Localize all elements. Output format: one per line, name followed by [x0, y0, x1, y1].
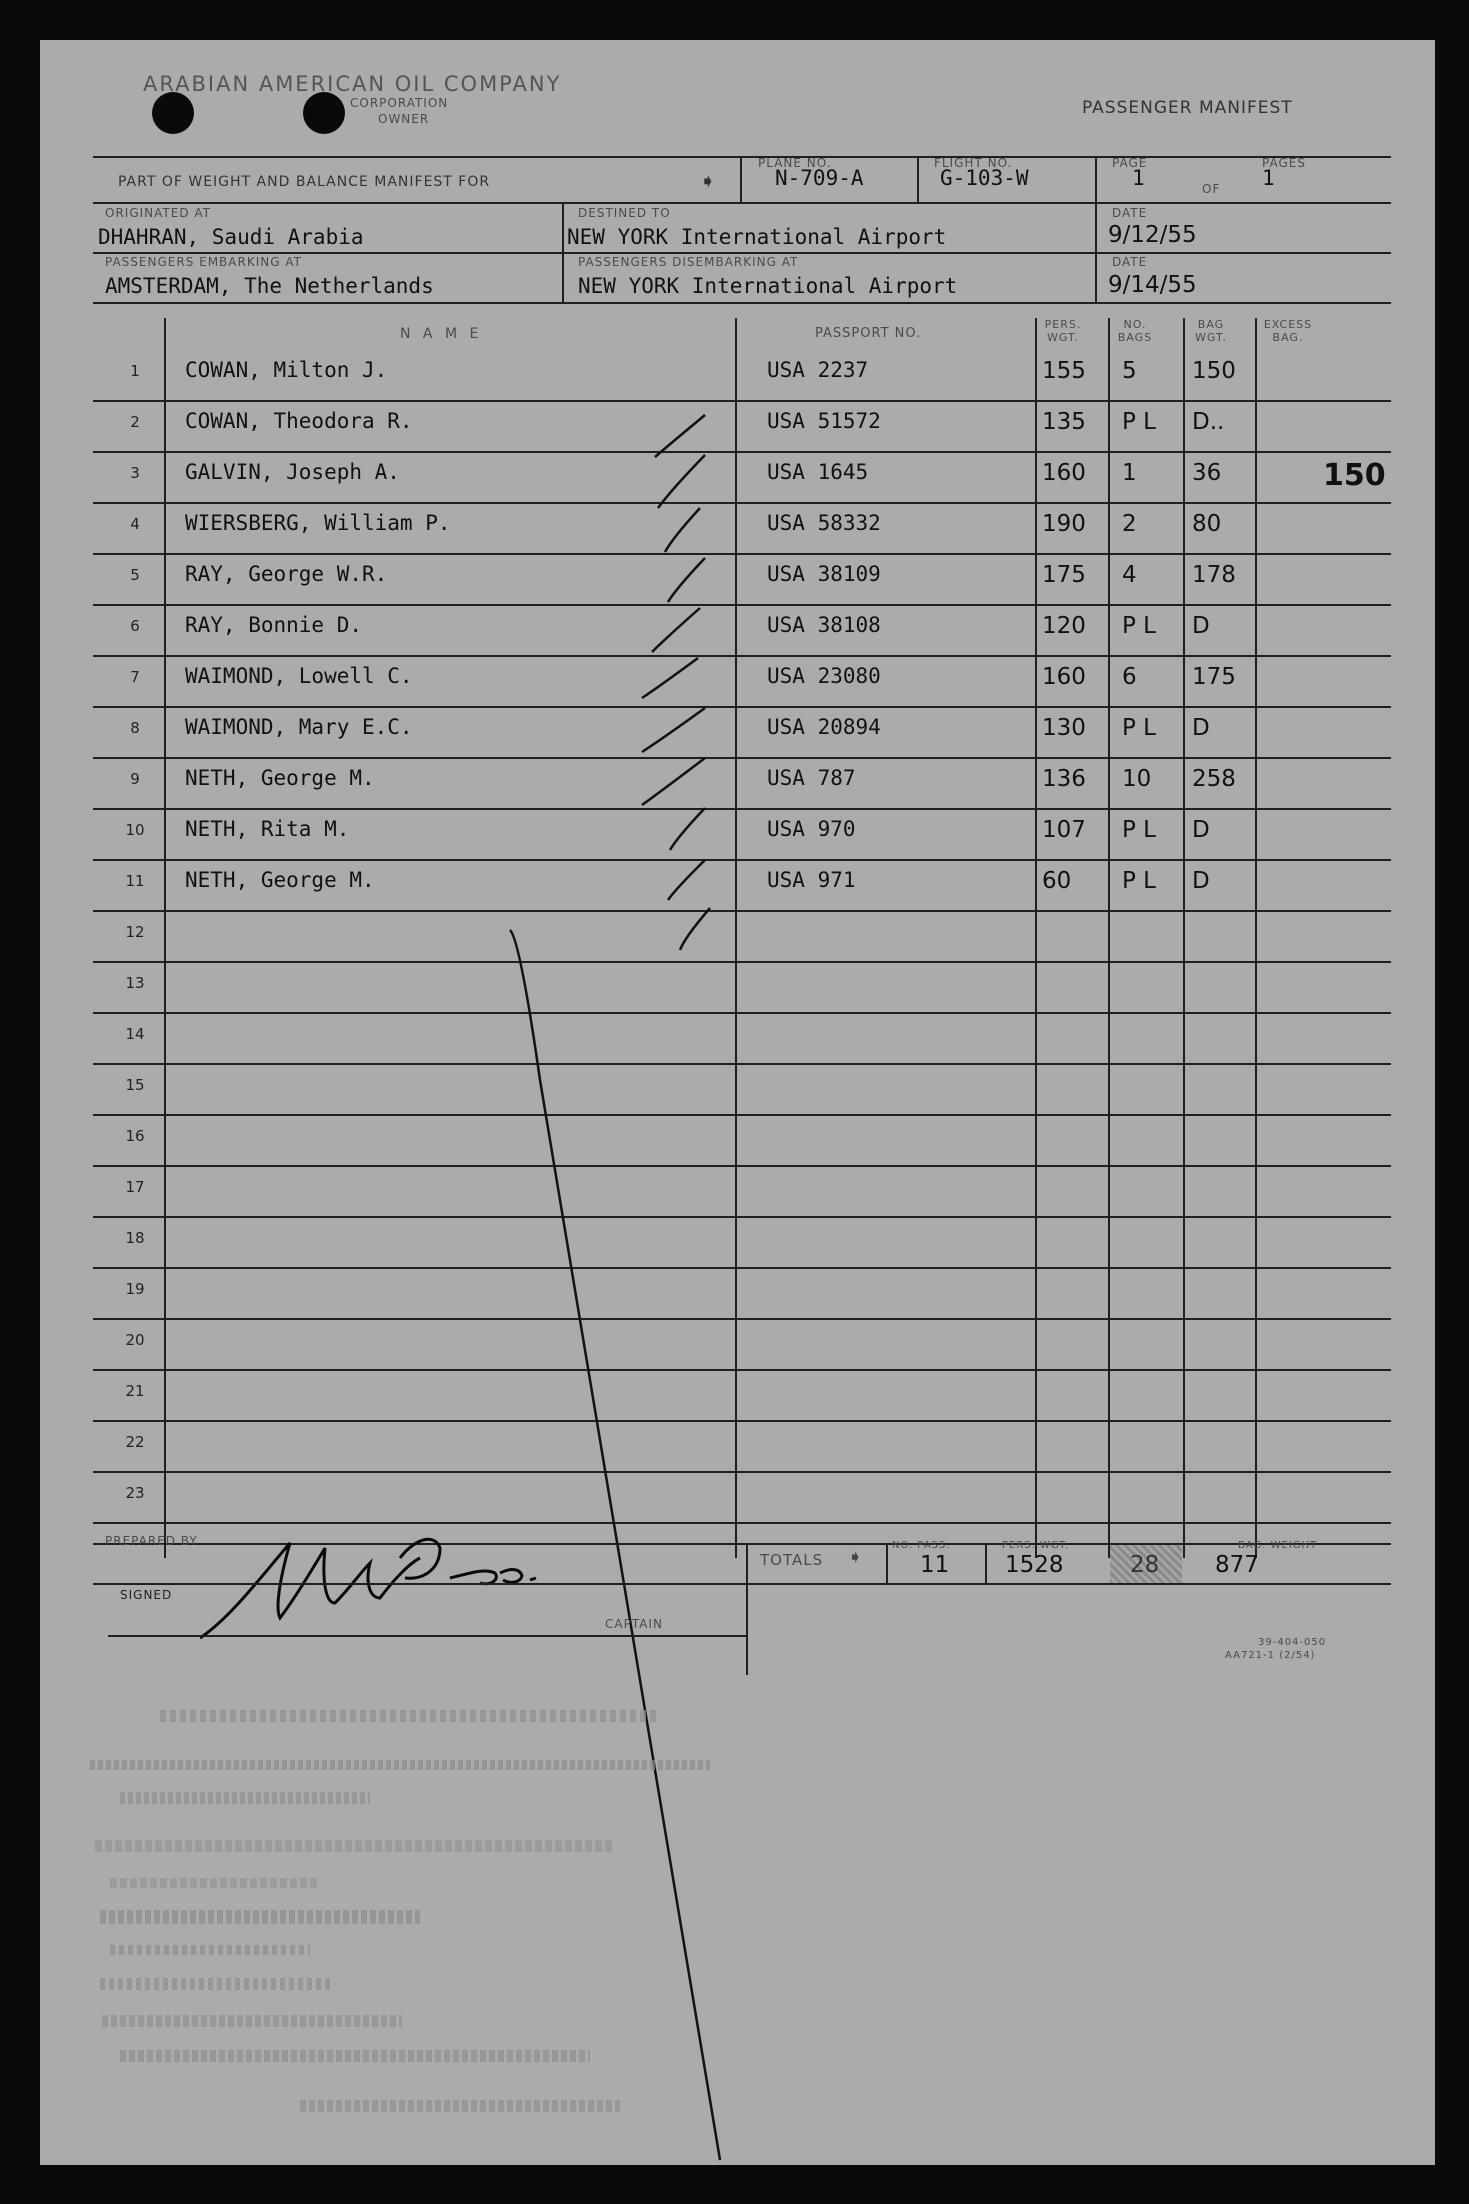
col-pers-wgt-header: PERS. WGT.	[1044, 318, 1082, 344]
no-pass-value: 11	[920, 1552, 950, 1578]
bag-weight: 175	[1192, 664, 1236, 690]
pers-weight: 155	[1042, 358, 1086, 384]
row-number: 16	[125, 1127, 145, 1145]
bag-weight: 150	[1192, 358, 1236, 384]
form-code-1: 39-404-050	[1258, 1637, 1327, 1648]
bag-weight: D	[1192, 613, 1210, 639]
pers-weight: 135	[1042, 409, 1086, 435]
row-number: 2	[130, 413, 140, 431]
passenger-name: NETH, George M.	[185, 766, 375, 790]
no-pass-label: NO. PASS.	[892, 1540, 951, 1551]
row-number: 12	[125, 923, 145, 941]
passenger-name: COWAN, Milton J.	[185, 358, 388, 382]
bag-weight: D	[1192, 868, 1210, 894]
pers-weight: 175	[1042, 562, 1086, 588]
row-number: 9	[130, 770, 140, 788]
bag-weight-value: 877	[1215, 1552, 1259, 1578]
passenger-name: WIERSBERG, William P.	[185, 511, 451, 535]
row-number: 20	[125, 1331, 145, 1349]
passport-number: USA 38108	[767, 613, 881, 637]
captain-label: CAPTAIN	[605, 1617, 663, 1631]
col-name-header: N A M E	[400, 326, 483, 342]
pers-weight: 136	[1042, 766, 1086, 792]
row-number: 7	[130, 668, 140, 686]
date-value-1: 9/12/55	[1108, 222, 1197, 248]
pers-wgt-total-label: PERS. WGT.	[1002, 1540, 1070, 1551]
document-type: PASSENGER MANIFEST	[1082, 98, 1293, 118]
pers-wgt-total-value: 1528	[1005, 1552, 1064, 1578]
bag-weight-label: BAG. WEIGHT	[1238, 1540, 1318, 1551]
passport-number: USA 787	[767, 766, 856, 790]
plane-no-label: PLANE NO.	[758, 156, 832, 170]
prepared-by-label: PREPARED BY	[105, 1534, 198, 1548]
pages-value: 1	[1262, 166, 1275, 190]
bag-weight: D..	[1192, 409, 1225, 435]
row-number: 18	[125, 1229, 145, 1247]
passenger-name: RAY, Bonnie D.	[185, 613, 363, 637]
arrow-icon: ➧	[700, 168, 716, 198]
destined-label: DESTINED TO	[578, 206, 671, 220]
passenger-name: NETH, Rita M.	[185, 817, 350, 841]
passenger-name: RAY, George W.R.	[185, 562, 388, 586]
handwritten-signature	[200, 1518, 600, 1668]
bag-weight: D	[1192, 817, 1210, 843]
passport-number: USA 2237	[767, 358, 869, 382]
passport-number: USA 51572	[767, 409, 881, 433]
pers-weight: 107	[1042, 817, 1086, 843]
totals-arrow-icon: ➧	[848, 1544, 863, 1572]
embarking-value: AMSTERDAM, The Netherlands	[105, 274, 434, 298]
bag-weight: 178	[1192, 562, 1236, 588]
company-name: ARABIAN AMERICAN OIL COMPANY	[143, 72, 562, 96]
col-bag-wgt-header: BAG WGT.	[1195, 318, 1227, 344]
pers-weight: 160	[1042, 664, 1086, 690]
row-number: 10	[125, 821, 145, 839]
date-label-2: DATE	[1112, 255, 1148, 269]
pers-weight: 120	[1042, 613, 1086, 639]
bag-count: 2	[1122, 511, 1137, 537]
row-number: 4	[130, 515, 140, 533]
pers-weight: 130	[1042, 715, 1086, 741]
passenger-name: NETH, George M.	[185, 868, 375, 892]
bags-total-value: 28	[1130, 1552, 1160, 1578]
disembarking-value: NEW YORK International Airport	[578, 274, 958, 298]
form-code-2: AA721-1 (2/54)	[1225, 1650, 1316, 1661]
row-number: 19	[125, 1280, 145, 1298]
passenger-name: WAIMOND, Mary E.C.	[185, 715, 413, 739]
col-excess-bag-header: EXCESS BAG.	[1263, 318, 1313, 344]
bag-weight: 258	[1192, 766, 1236, 792]
row-number: 14	[125, 1025, 145, 1043]
embarking-label: PASSENGERS EMBARKING AT	[105, 255, 302, 269]
signed-label: SIGNED	[120, 1588, 173, 1602]
bag-count: P L	[1122, 868, 1156, 894]
row-number: 11	[125, 872, 145, 890]
row-number: 17	[125, 1178, 145, 1196]
passport-number: USA 23080	[767, 664, 881, 688]
bag-count: P L	[1122, 817, 1156, 843]
passport-number: USA 20894	[767, 715, 881, 739]
row-number: 23	[125, 1484, 145, 1502]
passport-number: USA 58332	[767, 511, 881, 535]
row-number: 3	[130, 464, 140, 482]
page-label: PAGE	[1112, 156, 1148, 170]
company-sub2: OWNER	[378, 112, 430, 126]
passenger-name: COWAN, Theodora R.	[185, 409, 413, 433]
bag-count: 4	[1122, 562, 1137, 588]
page-value: 1	[1132, 166, 1145, 190]
row-number: 21	[125, 1382, 145, 1400]
row-number: 13	[125, 974, 145, 992]
row-number: 6	[130, 617, 140, 635]
passport-number: USA 38109	[767, 562, 881, 586]
passenger-name: WAIMOND, Lowell C.	[185, 664, 413, 688]
totals-label: TOTALS	[760, 1551, 824, 1569]
company-sub1: CORPORATION	[350, 96, 449, 110]
row-number: 1	[130, 362, 140, 380]
bag-count: P L	[1122, 715, 1156, 741]
originated-label: ORIGINATED AT	[105, 206, 211, 220]
col-no-bags-header: NO. BAGS	[1117, 318, 1153, 344]
flight-no-value: G-103-W	[940, 166, 1029, 190]
destined-value: NEW YORK International Airport	[567, 225, 947, 249]
bag-count: 1	[1122, 460, 1137, 486]
manifest-page	[40, 40, 1435, 2165]
bag-count: P L	[1122, 409, 1156, 435]
pers-weight: 190	[1042, 511, 1086, 537]
bag-count: 5	[1122, 358, 1137, 384]
flight-no-label: FLIGHT NO.	[934, 156, 1013, 170]
part-of-label: PART OF WEIGHT AND BALANCE MANIFEST FOR	[118, 174, 491, 190]
row-number: 8	[130, 719, 140, 737]
col-passport-header: PASSPORT NO.	[815, 326, 922, 341]
pages-label: PAGES	[1262, 156, 1306, 170]
bag-weight: 80	[1192, 511, 1222, 537]
row-number: 22	[125, 1433, 145, 1451]
date-label-1: DATE	[1112, 206, 1148, 220]
bag-weight: D	[1192, 715, 1210, 741]
of-label: OF	[1202, 182, 1221, 196]
originated-value: DHAHRAN, Saudi Arabia	[98, 225, 364, 249]
passport-number: USA 971	[767, 868, 856, 892]
row-number: 5	[130, 566, 140, 584]
pers-weight: 60	[1042, 868, 1072, 894]
row-number: 15	[125, 1076, 145, 1094]
passenger-name: GALVIN, Joseph A.	[185, 460, 400, 484]
disembarking-label: PASSENGERS DISEMBARKING AT	[578, 255, 799, 269]
pers-weight: 160	[1042, 460, 1086, 486]
bag-count: 6	[1122, 664, 1137, 690]
passport-number: USA 1645	[767, 460, 869, 484]
margin-note: 150	[1323, 458, 1386, 493]
plane-no-value: N-709-A	[775, 166, 864, 190]
bag-count: 10	[1122, 766, 1152, 792]
date-value-2: 9/14/55	[1108, 272, 1197, 298]
passport-number: USA 970	[767, 817, 856, 841]
bag-count: P L	[1122, 613, 1156, 639]
bag-weight: 36	[1192, 460, 1222, 486]
